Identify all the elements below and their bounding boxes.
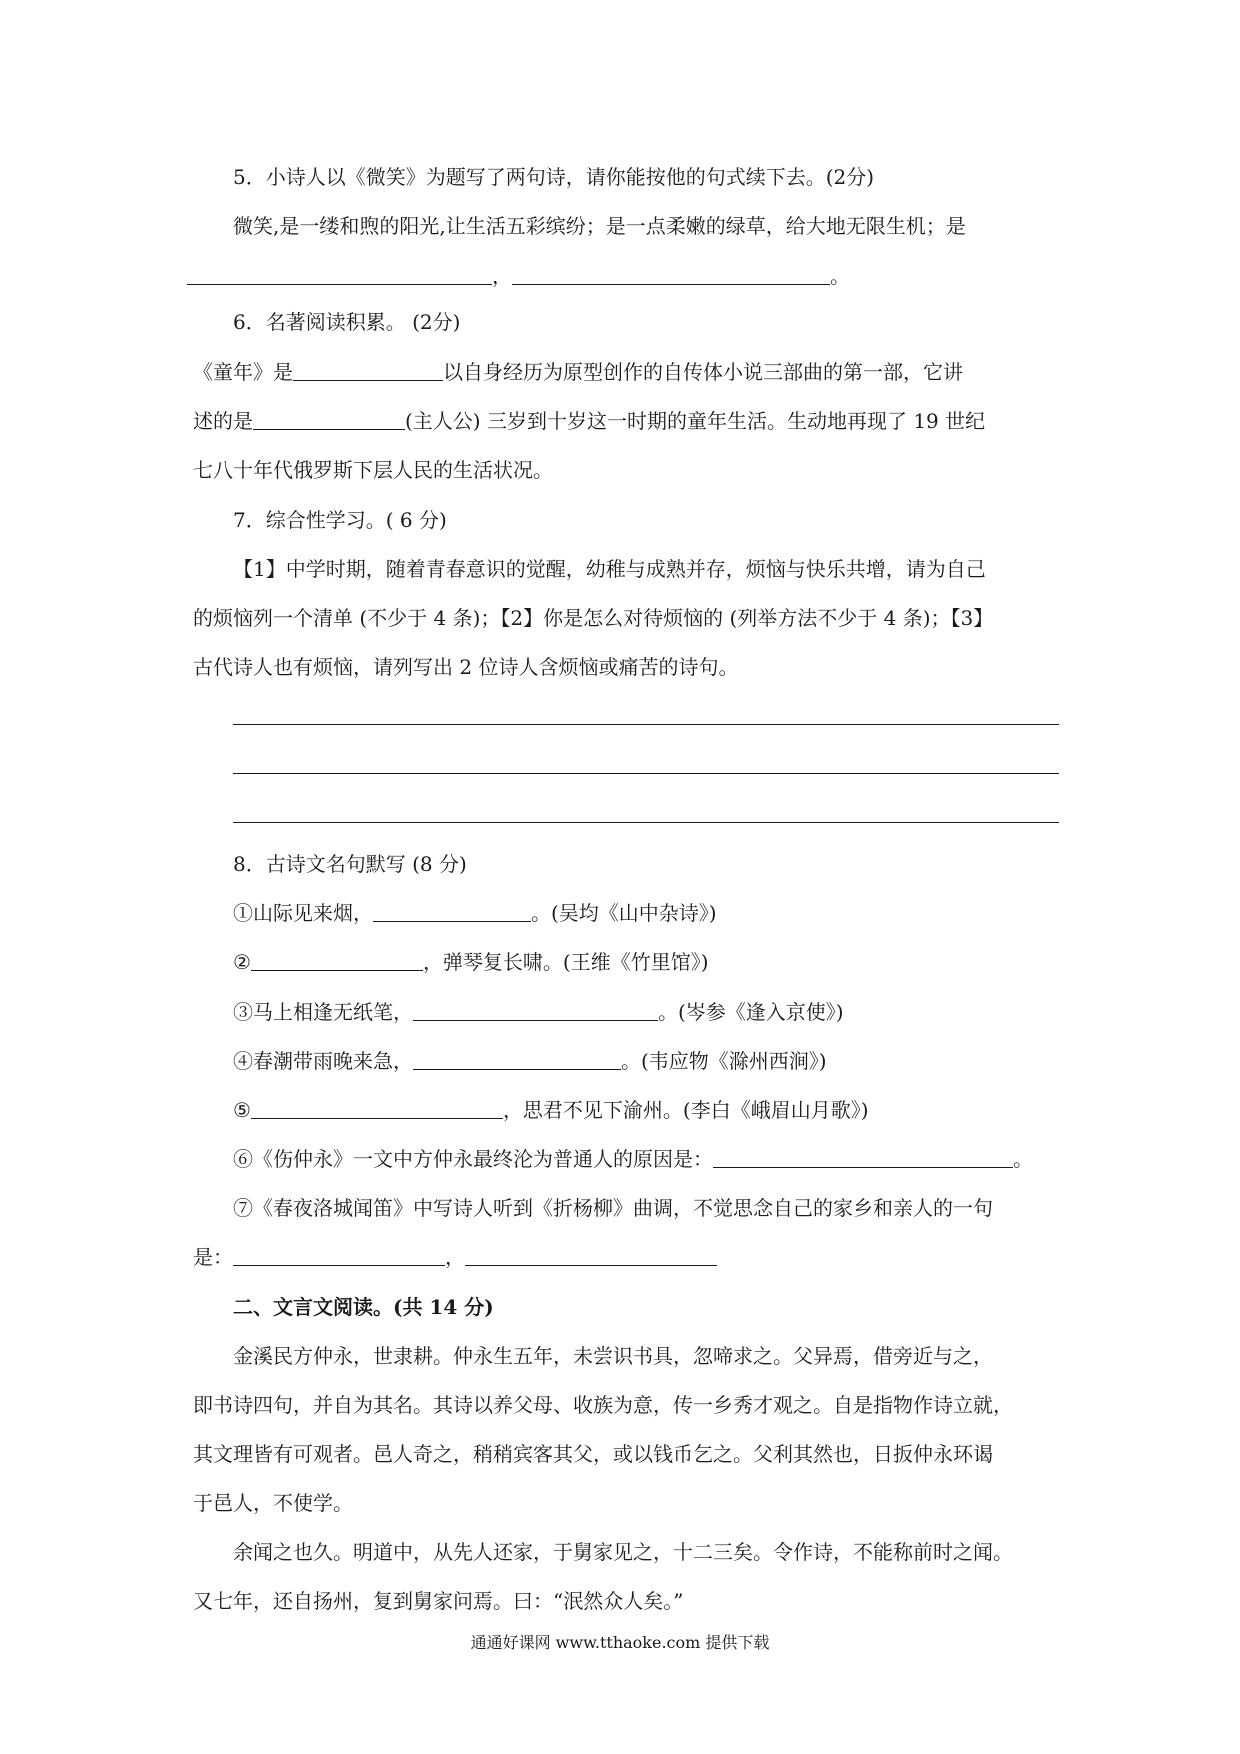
answer-blank[interactable] [413, 1000, 658, 1021]
q6-line-1: 《童年》是 以自身经历为原型创作的自传体小说三部曲的第一部，它讲 [193, 360, 963, 384]
answer-blank[interactable] [233, 1245, 445, 1266]
q8-title: 8．古诗文名句默写 (8 分) [233, 852, 467, 876]
page-footer: 通通好课网 www.tthaoke.com 提供下载 [470, 1633, 770, 1652]
q8-item-5: ⑤ ，思君不见下渝州。(李白《峨眉山月歌》) [233, 1098, 869, 1122]
q7-title: 7．综合性学习。( 6 分) [233, 508, 447, 532]
q8-item-4: ④春潮带雨晚来急， 。(韦应物《滁州西涧》) [233, 1049, 827, 1073]
answer-blank[interactable] [251, 950, 423, 971]
q7-line-1: 【1】中学时期，随着青春意识的觉醒，幼稚与成熟并存，烦恼与快乐共增，请为自己 [233, 557, 986, 581]
answer-blank[interactable] [253, 409, 405, 430]
q8-item-1: ①山际见来烟， 。(吴均《山中杂诗》) [233, 901, 717, 925]
answer-blank[interactable] [713, 1147, 1013, 1168]
passage-line: 其文理皆有可观者。邑人奇之，稍稍宾客其父，或以钱币乞之。父利其然也，日扳仲永环谒 [193, 1442, 993, 1466]
section-2-heading: 二、文言文阅读。(共 14 分) [233, 1295, 494, 1319]
answer-rule[interactable] [233, 773, 1059, 774]
q8-item-3: ③马上相逢无纸笔， 。(岑参《逢入京使》) [233, 1000, 844, 1024]
q8-item-7: ⑦《春夜洛城闻笛》中写诗人听到《折杨柳》曲调，不觉思念自己的家乡和亲人的一句 [233, 1196, 993, 1220]
q6-title: 6．名著阅读积累。 (2分) [233, 310, 461, 334]
q6-line-3: 七八十年代俄罗斯下层人民的生活状况。 [193, 458, 553, 482]
q8-item-6: ⑥《伤仲永》一文中方仲永最终沦为普通人的原因是： 。 [233, 1147, 1033, 1171]
answer-blank[interactable] [293, 360, 443, 381]
passage-line: 金溪民方仲永，世隶耕。仲永生五年，未尝识书具，忽啼求之。父异焉，借旁近与之， [233, 1344, 993, 1368]
q6-line-2: 述的是 (主人公) 三岁到十岁这一时期的童年生活。生动地再现了 19 世纪 [193, 409, 986, 433]
passage-line: 又七年，还自扬州，复到舅家问焉。曰：“泯然众人矣。” [193, 1589, 684, 1613]
answer-blank[interactable] [413, 1049, 621, 1070]
passage-line: 于邑人，不使学。 [193, 1491, 353, 1515]
answer-blank[interactable] [373, 901, 531, 922]
answer-blank[interactable] [187, 264, 492, 285]
q5-text: 微笑,是一缕和煦的阳光,让生活五彩缤纷；是一点柔嫩的绿草，给大地无限生机；是 [233, 214, 966, 238]
q8-item-2: ② ，弹琴复长啸。(王维《竹里馆》) [233, 950, 709, 974]
answer-rule[interactable] [233, 724, 1059, 725]
q7-line-3: 古代诗人也有烦恼，请列写出 2 位诗人含烦恼或痛苦的诗句。 [193, 655, 739, 679]
q5-answer-line: ， 。 [187, 262, 850, 290]
passage-line: 即书诗四句，并自为其名。其诗以养父母、收族为意，传一乡秀才观之。自是指物作诗立就， [193, 1393, 1013, 1417]
answer-blank[interactable] [465, 1245, 717, 1266]
passage-line: 余闻之也久。明道中，从先人还家，于舅家见之，十二三矣。令作诗，不能称前时之闻。 [233, 1540, 1013, 1564]
answer-blank[interactable] [512, 264, 830, 285]
answer-rule[interactable] [233, 822, 1059, 823]
q5-title: 5．小诗人以《微笑》为题写了两句诗，请你能按他的句式续下去。(2分) [233, 165, 875, 189]
answer-blank[interactable] [251, 1098, 503, 1119]
q7-line-2: 的烦恼列一个清单 (不少于 4 条)；【2】你是怎么对待烦恼的 (列举方法不少于 4 条)；【3】 [193, 606, 994, 630]
q8-item-7-answer: 是： ， [193, 1243, 717, 1271]
